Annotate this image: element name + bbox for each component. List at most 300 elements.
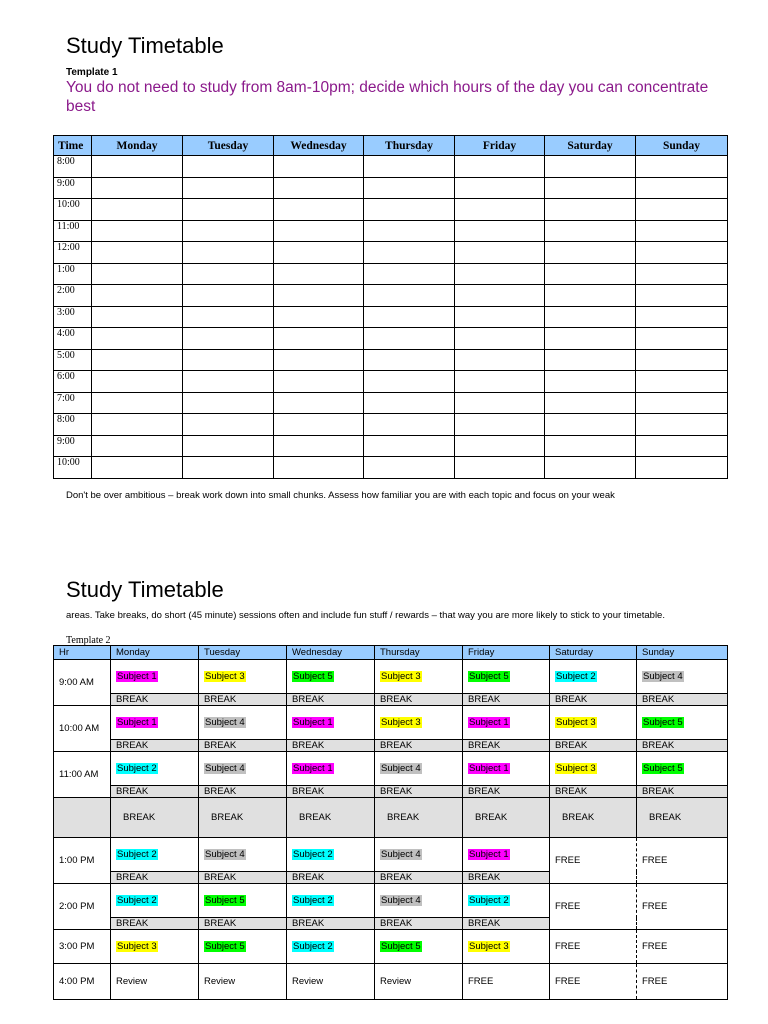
subject-label: Subject 1 xyxy=(293,763,333,774)
template2-free-cell: FREE xyxy=(550,964,637,1000)
template2-break-cell: BREAK xyxy=(111,694,199,706)
template1-row xyxy=(54,199,728,221)
template1-slot-cell[interactable] xyxy=(545,156,636,178)
subject-label: Subject 1 xyxy=(117,671,157,682)
template2-break-cell: BREAK xyxy=(637,798,728,838)
template2-subject-cell[interactable] xyxy=(111,838,199,872)
subject-label: Subject 5 xyxy=(293,671,333,682)
template2-header-cell: Wednesday xyxy=(287,646,375,660)
template2-header-cell: Friday xyxy=(463,646,550,660)
template1-time-cell: 8:00 xyxy=(54,414,92,436)
template2-time-cell: 1:00 PM xyxy=(54,838,111,884)
template1-time-cell: 10:00 xyxy=(54,457,92,479)
template2-break-cell: BREAK xyxy=(375,798,463,838)
template1-slot-cell[interactable] xyxy=(92,371,183,393)
template1-row xyxy=(54,457,728,479)
subject-label: Subject 4 xyxy=(381,763,421,774)
template2-free-cell: FREE xyxy=(550,930,637,964)
template2-table xyxy=(53,645,728,1000)
template1-slot-cell[interactable] xyxy=(545,435,636,457)
template2-subject-cell[interactable] xyxy=(199,930,287,964)
template2-subject-cell[interactable] xyxy=(375,930,463,964)
subject-label: Subject 1 xyxy=(117,717,157,728)
template2-subject-cell[interactable] xyxy=(375,660,463,694)
subject-label: Subject 5 xyxy=(643,763,683,774)
template1-slot-cell[interactable] xyxy=(545,242,636,264)
template1-slot-cell[interactable] xyxy=(545,392,636,414)
template2-subject-cell[interactable] xyxy=(287,884,375,918)
template1-slot-cell[interactable] xyxy=(455,328,545,350)
subject-label: Subject 4 xyxy=(205,763,245,774)
template1-slot-cell[interactable] xyxy=(636,220,728,242)
subject-label: Subject 4 xyxy=(381,849,421,860)
template2-break-cell: BREAK xyxy=(550,694,637,706)
template2-break-cell: BREAK xyxy=(637,694,728,706)
template1-row xyxy=(54,242,728,264)
template1-time-cell: 7:00 xyxy=(54,392,92,414)
template1-row xyxy=(54,349,728,371)
template1-subtitle: You do not need to study from 8am-10pm; decide which hours of the day you can concentrate best xyxy=(66,79,709,115)
template1-slot-cell[interactable] xyxy=(92,177,183,199)
template1-slot-cell[interactable] xyxy=(183,285,274,307)
template2-subject-cell[interactable] xyxy=(199,660,287,694)
template1-time-cell: 5:00 xyxy=(54,349,92,371)
template2-header-cell: Monday xyxy=(111,646,199,660)
template2-break-cell: BREAK xyxy=(199,918,287,930)
template2-break-cell: BREAK xyxy=(637,786,728,798)
template1-slot-cell[interactable] xyxy=(455,435,545,457)
template1-slot-cell[interactable] xyxy=(455,263,545,285)
template1-slot-cell[interactable] xyxy=(274,263,364,285)
template1-header-cell: Wednesday xyxy=(274,136,364,156)
template2-slot-row xyxy=(54,660,728,694)
template2-break-cell: BREAK xyxy=(550,798,637,838)
template1-slot-cell[interactable] xyxy=(183,328,274,350)
template1-slot-cell[interactable] xyxy=(364,263,455,285)
template1-slot-cell[interactable] xyxy=(545,306,636,328)
template2-time-cell: 10:00 AM xyxy=(54,706,111,752)
template2-subject-cell[interactable] xyxy=(199,752,287,786)
template1-header-cell: Monday xyxy=(92,136,183,156)
template2-break-cell: BREAK xyxy=(199,740,287,752)
template1-slot-cell[interactable] xyxy=(636,306,728,328)
template2-free-cell: FREE xyxy=(550,884,637,930)
template2-time-cell: 3:00 PM xyxy=(54,930,111,964)
template2-free-cell: FREE xyxy=(637,838,728,884)
template1-slot-cell[interactable] xyxy=(183,306,274,328)
template1-slot-cell[interactable] xyxy=(183,220,274,242)
template2-subject-cell[interactable] xyxy=(375,752,463,786)
subject-label: Subject 5 xyxy=(469,671,509,682)
template1-slot-cell[interactable] xyxy=(455,156,545,178)
template2-break-cell: BREAK xyxy=(111,786,199,798)
template2-subject-cell[interactable] xyxy=(463,752,550,786)
template1-slot-cell[interactable] xyxy=(636,392,728,414)
template1-slot-cell[interactable] xyxy=(92,306,183,328)
template1-slot-cell[interactable] xyxy=(455,306,545,328)
template1-row xyxy=(54,220,728,242)
template2-free-cell: FREE xyxy=(550,838,637,884)
template2-slot-row xyxy=(54,930,728,964)
template1-header-row xyxy=(54,136,728,156)
template1-slot-cell[interactable] xyxy=(545,199,636,221)
subject-label: Subject 2 xyxy=(117,895,157,906)
template2-free-cell: FREE xyxy=(637,884,728,930)
template1-slot-cell[interactable] xyxy=(545,220,636,242)
template2-slot-row xyxy=(54,884,728,918)
template1-row xyxy=(54,392,728,414)
subject-label: Subject 2 xyxy=(117,849,157,860)
template2-break-cell: BREAK xyxy=(199,872,287,884)
template2-break-cell: BREAK xyxy=(637,740,728,752)
template2-break-cell: BREAK xyxy=(463,798,550,838)
template1-slot-cell[interactable] xyxy=(364,285,455,307)
template1-slot-cell[interactable] xyxy=(364,177,455,199)
template2-break-row xyxy=(54,740,728,752)
template2-break-cell: BREAK xyxy=(287,740,375,752)
template1-slot-cell[interactable] xyxy=(92,414,183,436)
template2-subject-cell[interactable] xyxy=(463,838,550,872)
template2-break-cell: BREAK xyxy=(199,786,287,798)
template1-slot-cell[interactable] xyxy=(274,285,364,307)
template2-break-cell: BREAK xyxy=(463,918,550,930)
template1-slot-cell[interactable] xyxy=(636,435,728,457)
template1-slot-cell[interactable] xyxy=(636,414,728,436)
template1-slot-cell[interactable] xyxy=(274,349,364,371)
template1-slot-cell[interactable] xyxy=(636,242,728,264)
template2-header-cell: Hr xyxy=(54,646,111,660)
template1-slot-cell[interactable] xyxy=(545,328,636,350)
template1-slot-cell[interactable] xyxy=(636,156,728,178)
template1-slot-cell[interactable] xyxy=(274,328,364,350)
template2-header-cell: Saturday xyxy=(550,646,637,660)
template2-header-row xyxy=(54,646,728,660)
template2-time-cell: 4:00 PM xyxy=(54,964,111,1000)
template1-slot-cell[interactable] xyxy=(92,457,183,479)
template2-subject-cell[interactable] xyxy=(463,660,550,694)
template2-subject-cell[interactable] xyxy=(637,706,728,740)
template1-slot-cell[interactable] xyxy=(636,328,728,350)
template2-time-cell: 11:00 AM xyxy=(54,752,111,798)
template2-subject-cell[interactable] xyxy=(287,660,375,694)
template1-slot-cell[interactable] xyxy=(364,414,455,436)
template1-slot-cell[interactable] xyxy=(274,371,364,393)
template1-slot-cell[interactable] xyxy=(455,220,545,242)
template1-slot-cell[interactable] xyxy=(636,263,728,285)
subject-label: Subject 2 xyxy=(293,895,333,906)
template1-slot-cell[interactable] xyxy=(274,156,364,178)
template1-slot-cell[interactable] xyxy=(636,285,728,307)
template1-slot-cell[interactable] xyxy=(545,349,636,371)
template1-row xyxy=(54,156,728,178)
template1-slot-cell[interactable] xyxy=(364,371,455,393)
subject-label: Subject 2 xyxy=(293,941,333,952)
template2-subject-cell[interactable] xyxy=(111,884,199,918)
template1-slot-cell[interactable] xyxy=(455,392,545,414)
template2-subject-cell[interactable] xyxy=(637,660,728,694)
template2-subject-cell[interactable] xyxy=(287,930,375,964)
template1-header-cell: Sunday xyxy=(636,136,728,156)
subject-label: Subject 3 xyxy=(205,671,245,682)
template2-review-cell: Review xyxy=(375,964,463,1000)
template2-subject-cell[interactable] xyxy=(287,706,375,740)
subject-label: Subject 4 xyxy=(381,895,421,906)
template1-time-cell: 6:00 xyxy=(54,371,92,393)
template1-slot-cell[interactable] xyxy=(274,457,364,479)
template2-break-cell: BREAK xyxy=(111,918,199,930)
subject-label: Subject 5 xyxy=(381,941,421,952)
template1-slot-cell[interactable] xyxy=(545,285,636,307)
template1-header-cell: Thursday xyxy=(364,136,455,156)
template2-subject-cell[interactable] xyxy=(111,930,199,964)
template1-slot-cell[interactable] xyxy=(92,328,183,350)
template1-slot-cell[interactable] xyxy=(364,435,455,457)
template1-slot-cell[interactable] xyxy=(636,457,728,479)
template2-subject-cell[interactable] xyxy=(637,752,728,786)
subject-label: Subject 2 xyxy=(469,895,509,906)
template2-break-cell: BREAK xyxy=(111,872,199,884)
template2-subject-cell[interactable] xyxy=(463,930,550,964)
template2-time-cell: 2:00 PM xyxy=(54,884,111,930)
template1-title: Study Timetable xyxy=(66,33,224,58)
template1-slot-cell[interactable] xyxy=(92,285,183,307)
template1-slot-cell[interactable] xyxy=(274,242,364,264)
template1-slot-cell[interactable] xyxy=(183,392,274,414)
template2-subject-cell[interactable] xyxy=(463,706,550,740)
template2-free-cell: FREE xyxy=(637,964,728,1000)
template1-slot-cell[interactable] xyxy=(92,199,183,221)
template1-row xyxy=(54,414,728,436)
template2-subject-cell[interactable] xyxy=(111,752,199,786)
subject-label: Subject 1 xyxy=(469,849,509,860)
template1-slot-cell[interactable] xyxy=(274,199,364,221)
template1-slot-cell[interactable] xyxy=(183,371,274,393)
template2-break-cell: BREAK xyxy=(550,786,637,798)
template1-slot-cell[interactable] xyxy=(455,285,545,307)
subject-label: Subject 5 xyxy=(643,717,683,728)
template2-slot-row xyxy=(54,706,728,740)
template1-slot-cell[interactable] xyxy=(183,177,274,199)
template2-break-cell: BREAK xyxy=(463,740,550,752)
subject-label: Subject 3 xyxy=(381,717,421,728)
template1-row xyxy=(54,435,728,457)
template1-slot-cell[interactable] xyxy=(455,414,545,436)
template1-table xyxy=(53,135,728,479)
template2-subject-cell[interactable] xyxy=(199,838,287,872)
template1-slot-cell[interactable] xyxy=(455,177,545,199)
template2-review-cell: Review xyxy=(111,964,199,1000)
template2-break-cell: BREAK xyxy=(287,798,375,838)
template2-break-row xyxy=(54,786,728,798)
template2-free-cell: FREE xyxy=(637,930,728,964)
template1-header-cell: Saturday xyxy=(545,136,636,156)
template1-slot-cell[interactable] xyxy=(183,457,274,479)
template1-time-cell: 1:00 xyxy=(54,263,92,285)
template1-slot-cell[interactable] xyxy=(274,306,364,328)
template2-review-cell: Review xyxy=(199,964,287,1000)
template1-slot-cell[interactable] xyxy=(92,392,183,414)
template2-break-cell: BREAK xyxy=(287,694,375,706)
template1-row xyxy=(54,285,728,307)
subject-label: Subject 4 xyxy=(643,671,683,682)
template2-review-row xyxy=(54,964,728,1000)
template1-slot-cell[interactable] xyxy=(183,156,274,178)
template1-slot-cell[interactable] xyxy=(274,435,364,457)
template1-slot-cell[interactable] xyxy=(455,242,545,264)
template1-slot-cell[interactable] xyxy=(455,457,545,479)
template1-slot-cell[interactable] xyxy=(274,177,364,199)
template2-empty-time-cell xyxy=(54,798,111,838)
template1-slot-cell[interactable] xyxy=(455,371,545,393)
template2-subject-cell[interactable] xyxy=(111,660,199,694)
subject-label: Subject 4 xyxy=(205,717,245,728)
template1-slot-cell[interactable] xyxy=(364,349,455,371)
template2-break-cell: BREAK xyxy=(287,918,375,930)
template1-slot-cell[interactable] xyxy=(636,199,728,221)
subject-label: Subject 2 xyxy=(556,671,596,682)
template2-slot-row xyxy=(54,752,728,786)
subject-label: Subject 3 xyxy=(117,941,157,952)
template1-row xyxy=(54,371,728,393)
template1-slot-cell[interactable] xyxy=(636,177,728,199)
template2-break-cell: BREAK xyxy=(550,740,637,752)
template1-slot-cell[interactable] xyxy=(545,414,636,436)
subject-label: Subject 3 xyxy=(556,717,596,728)
template1-header-cell: Tuesday xyxy=(183,136,274,156)
template1-slot-cell[interactable] xyxy=(364,242,455,264)
template2-break-cell: BREAK xyxy=(199,694,287,706)
template1-time-cell: 3:00 xyxy=(54,306,92,328)
template2-break-cell: BREAK xyxy=(111,740,199,752)
template1-slot-cell[interactable] xyxy=(364,328,455,350)
template2-break-cell: BREAK xyxy=(375,694,463,706)
template2-break-cell: BREAK xyxy=(287,786,375,798)
template1-slot-cell[interactable] xyxy=(364,220,455,242)
template1-time-cell: 8:00 xyxy=(54,156,92,178)
template2-time-cell: 9:00 AM xyxy=(54,660,111,706)
template2-break-cell: BREAK xyxy=(199,798,287,838)
template1-slot-cell[interactable] xyxy=(92,156,183,178)
template1-slot-cell[interactable] xyxy=(183,349,274,371)
subject-label: Subject 2 xyxy=(117,763,157,774)
template1-slot-cell[interactable] xyxy=(364,306,455,328)
template2-break-cell: BREAK xyxy=(375,918,463,930)
subject-label: Subject 3 xyxy=(556,763,596,774)
template1-slot-cell[interactable] xyxy=(92,263,183,285)
template2-title: Study Timetable xyxy=(66,577,224,602)
subject-label: Subject 3 xyxy=(469,941,509,952)
template2-subject-cell[interactable] xyxy=(550,706,637,740)
template2-slot-row xyxy=(54,838,728,872)
template1-time-cell: 11:00 xyxy=(54,220,92,242)
template2-header-cell: Thursday xyxy=(375,646,463,660)
template1-slot-cell[interactable] xyxy=(545,177,636,199)
template2-subject-cell[interactable] xyxy=(375,838,463,872)
template1-header-cell: Friday xyxy=(455,136,545,156)
template2-subject-cell[interactable] xyxy=(375,706,463,740)
template1-slot-cell[interactable] xyxy=(636,349,728,371)
template1-slot-cell[interactable] xyxy=(183,242,274,264)
template2-subject-cell[interactable] xyxy=(199,706,287,740)
template2-break-cell: BREAK xyxy=(375,872,463,884)
template2-break-row xyxy=(54,694,728,706)
template2-break-cell: BREAK xyxy=(463,872,550,884)
template1-slot-cell[interactable] xyxy=(455,199,545,221)
template1-slot-cell[interactable] xyxy=(274,220,364,242)
template2-subject-cell[interactable] xyxy=(550,752,637,786)
subject-label: Subject 1 xyxy=(293,717,333,728)
subject-label: Subject 1 xyxy=(469,717,509,728)
template1-row xyxy=(54,328,728,350)
template2-free-cell: FREE xyxy=(463,964,550,1000)
template1-slot-cell[interactable] xyxy=(92,220,183,242)
template1-slot-cell[interactable] xyxy=(274,414,364,436)
template1-time-cell: 10:00 xyxy=(54,199,92,221)
template2-header-cell: Sunday xyxy=(637,646,728,660)
template1-slot-cell[interactable] xyxy=(183,414,274,436)
template1-slot-cell[interactable] xyxy=(183,263,274,285)
template2-subject-cell[interactable] xyxy=(199,884,287,918)
template2-review-cell: Review xyxy=(287,964,375,1000)
template2-break-cell: BREAK xyxy=(111,798,199,838)
template1-slot-cell[interactable] xyxy=(364,392,455,414)
template1-slot-cell[interactable] xyxy=(364,457,455,479)
template1-slot-cell[interactable] xyxy=(364,156,455,178)
template2-subject-cell[interactable] xyxy=(463,884,550,918)
template2-subject-cell[interactable] xyxy=(375,884,463,918)
template1-note: Don't be over ambitious – break work down into small chunks. Assess how familiar you are with each topic and focus on your weak xyxy=(66,490,615,501)
template1-header-cell: Time xyxy=(54,136,92,156)
template2-subject-cell[interactable] xyxy=(287,752,375,786)
template1-slot-cell[interactable] xyxy=(636,371,728,393)
template2-break-cell: BREAK xyxy=(287,872,375,884)
template2-note: areas. Take breaks, do short (45 minute) sessions often and include fun stuff / rewards – that way you are more likely to stick to your timetable. xyxy=(66,610,665,621)
template1-time-cell: 9:00 xyxy=(54,435,92,457)
template2-subject-cell[interactable] xyxy=(111,706,199,740)
template1-slot-cell[interactable] xyxy=(545,371,636,393)
template1-slot-cell[interactable] xyxy=(183,199,274,221)
template2-break-cell: BREAK xyxy=(375,786,463,798)
template1-slot-cell[interactable] xyxy=(455,349,545,371)
subject-label: Subject 5 xyxy=(205,941,245,952)
template2-break-cell: BREAK xyxy=(375,740,463,752)
template1-row xyxy=(54,306,728,328)
template1-slot-cell[interactable] xyxy=(183,435,274,457)
template1-slot-cell[interactable] xyxy=(545,457,636,479)
subject-label: Subject 1 xyxy=(469,763,509,774)
template1-slot-cell[interactable] xyxy=(274,392,364,414)
template2-subject-cell[interactable] xyxy=(550,660,637,694)
template1-slot-cell[interactable] xyxy=(92,349,183,371)
template1-slot-cell[interactable] xyxy=(92,242,183,264)
template1-slot-cell[interactable] xyxy=(364,199,455,221)
template1-slot-cell[interactable] xyxy=(545,263,636,285)
template1-row xyxy=(54,263,728,285)
template2-label: Template 2 xyxy=(66,635,111,646)
subject-label: Subject 2 xyxy=(293,849,333,860)
subject-label: Subject 3 xyxy=(381,671,421,682)
template2-header-cell: Tuesday xyxy=(199,646,287,660)
template1-time-cell: 9:00 xyxy=(54,177,92,199)
template1-time-cell: 12:00 xyxy=(54,242,92,264)
subject-label: Subject 4 xyxy=(205,849,245,860)
template1-slot-cell[interactable] xyxy=(92,435,183,457)
template1-row xyxy=(54,177,728,199)
template2-subject-cell[interactable] xyxy=(287,838,375,872)
template2-break-cell: BREAK xyxy=(463,786,550,798)
template2-lunch-break-row xyxy=(54,798,728,838)
template1-time-cell: 4:00 xyxy=(54,328,92,350)
